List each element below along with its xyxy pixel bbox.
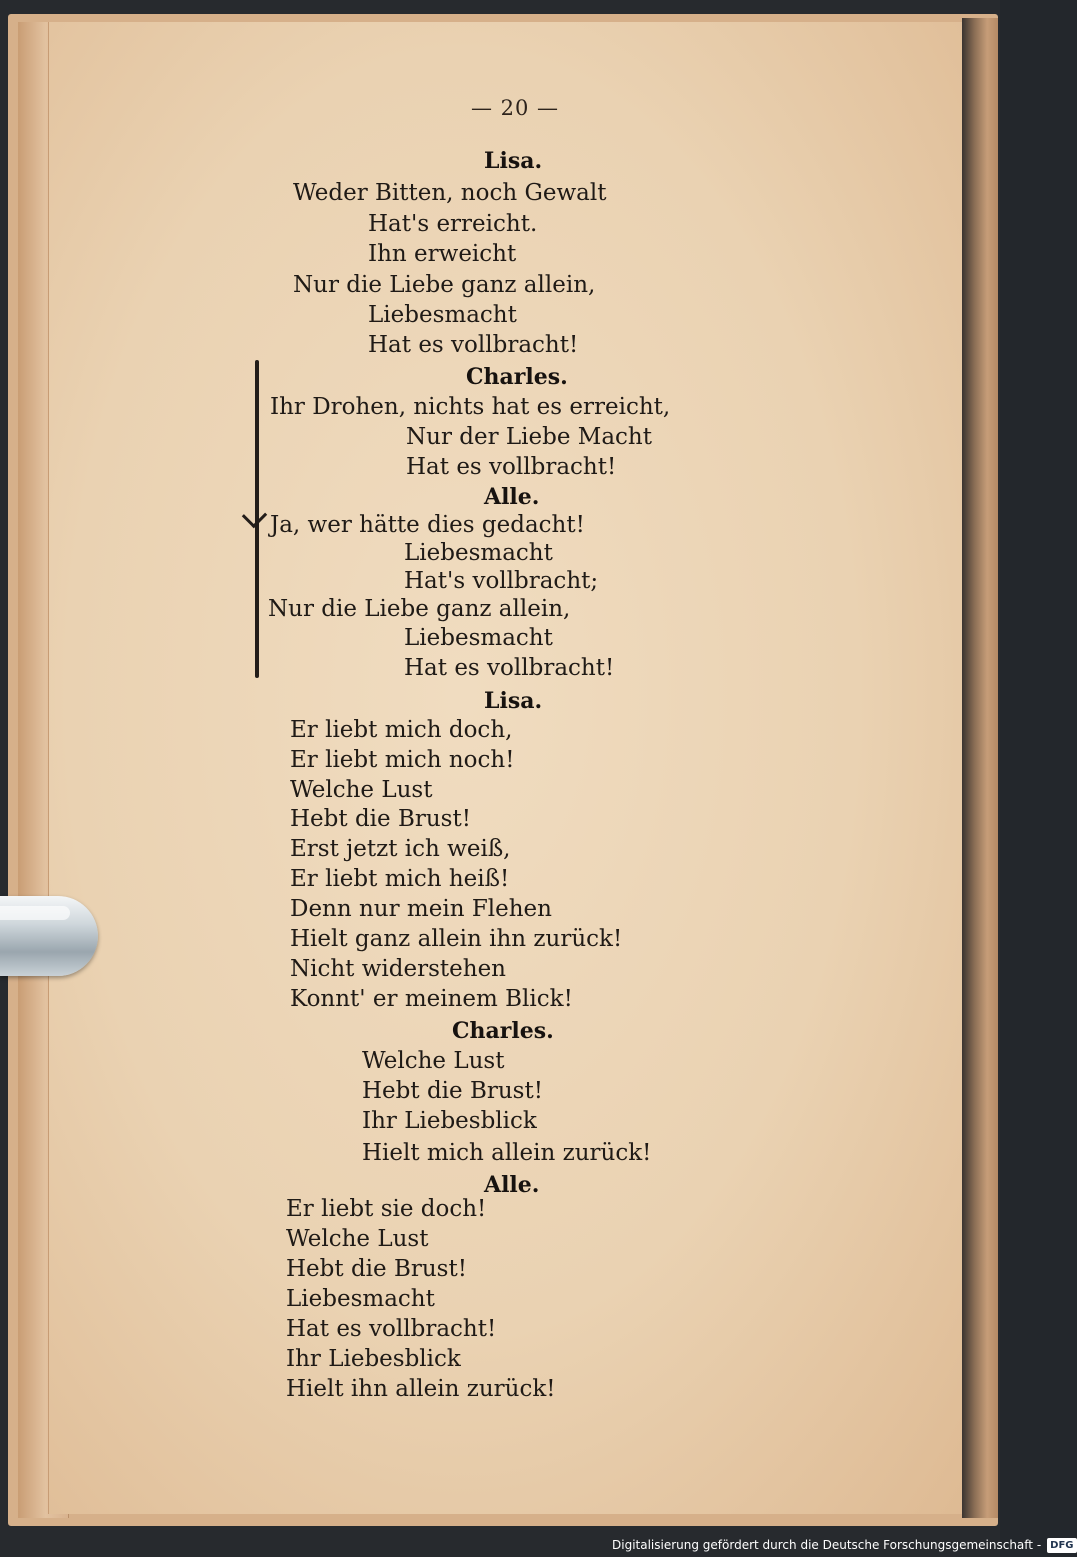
dfg-logo: DFG (1047, 1538, 1076, 1553)
verse-line: Hat es vollbracht! (286, 1316, 497, 1342)
verse-line: Hebt die Brust! (290, 806, 471, 832)
verse-line: Liebesmacht (286, 1286, 435, 1312)
verse-line: Liebesmacht (404, 540, 553, 566)
verse-line: Hat's vollbracht; (404, 568, 599, 594)
verse-line: Hielt ganz allein ihn zurück! (290, 926, 623, 952)
verse-line: Nur die Liebe ganz allein, (268, 596, 571, 622)
credit-text: Digitalisierung gefördert durch die Deutsche Forschungsgemeinschaft - (612, 1538, 1042, 1552)
verse-line: Ja, wer hätte dies gedacht! (270, 512, 585, 538)
speaker-heading: Alle. (484, 1172, 540, 1198)
verse-line: Ihr Drohen, nichts hat es erreicht, (270, 394, 671, 420)
speaker-heading: Lisa. (484, 148, 543, 174)
verse-line: Ihn erweicht (368, 241, 517, 267)
verse-line: Er liebt mich noch! (290, 747, 515, 773)
page-gutter (962, 18, 998, 1518)
page-number: — 20 — (470, 96, 560, 120)
verse-line: Er liebt mich heiß! (290, 866, 510, 892)
verse-line: Erst jetzt ich weiß, (290, 836, 511, 862)
verse-line: Konnt' er meinem Blick! (290, 986, 573, 1012)
verse-line: Hebt die Brust! (286, 1256, 467, 1282)
show-through-text (610, 150, 780, 1410)
page-clip-highlight (0, 906, 70, 920)
verse-line: Welche Lust (362, 1048, 505, 1074)
speaker-heading: Lisa. (484, 688, 543, 714)
verse-line: Liebesmacht (368, 302, 517, 328)
verse-line: Nur der Liebe Macht (406, 424, 652, 450)
verse-line: Er liebt mich doch, (290, 717, 513, 743)
verse-line: Ihr Liebesblick (362, 1108, 537, 1134)
verse-line: Hat's erreicht. (368, 211, 538, 237)
verse-line: Hat es vollbracht! (404, 655, 615, 681)
verse-line: Welche Lust (286, 1226, 429, 1252)
verse-line: Hielt mich allein zurück! (362, 1140, 652, 1166)
speaker-heading: Charles. (452, 1018, 554, 1044)
verse-line: Weder Bitten, noch Gewalt (293, 180, 607, 206)
digitization-credit (612, 1535, 1077, 1555)
verse-line: Welche Lust (290, 777, 433, 803)
verse-line: Hat es vollbracht! (368, 332, 579, 358)
verse-line: Denn nur mein Flehen (290, 896, 552, 922)
verse-line: Ihr Liebesblick (286, 1346, 461, 1372)
speaker-heading: Charles. (466, 364, 568, 390)
verse-line: Er liebt sie doch! (286, 1196, 487, 1222)
verse-line: Hebt die Brust! (362, 1078, 543, 1104)
verse-line: Nicht widerstehen (290, 956, 506, 982)
verse-line: Hielt ihn allein zurück! (286, 1376, 556, 1402)
verse-line: Liebesmacht (404, 625, 553, 651)
speaker-heading: Alle. (484, 484, 540, 510)
verse-line: Hat es vollbracht! (406, 454, 617, 480)
verse-line: Nur die Liebe ganz allein, (293, 272, 596, 298)
